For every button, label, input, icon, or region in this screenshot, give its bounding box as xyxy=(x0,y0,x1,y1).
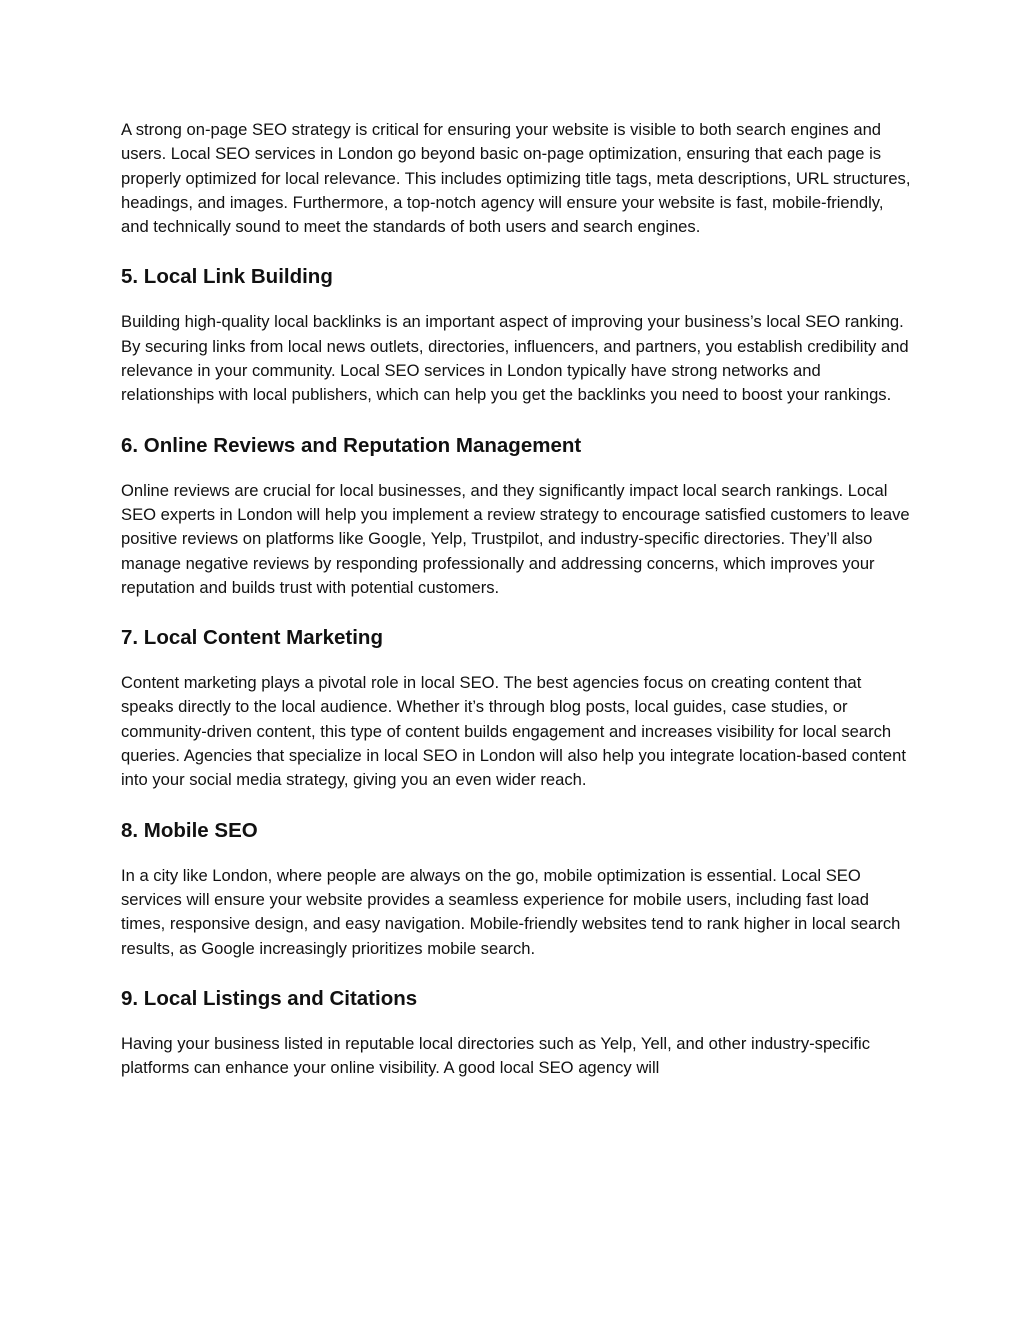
document-page xyxy=(121,118,911,1080)
section-body-online-reviews: Online reviews are crucial for local businesses, and they significantly impact local search rankings. Local SEO experts in London will help you implement a review strategy to encourage satisfied customers to leave positive reviews on platforms like Google, Yelp, Trustpilot, and industry-specific directories. They’ll also manage negative reviews by responding professionally and addressing concerns, which improves your reputation and builds trust with potential customers. xyxy=(121,480,910,597)
section-body-local-link-building: Building high-quality local backlinks is an important aspect of improving your business’s local SEO ranking. By securing links from local news outlets, directories, influencers, and partners, you establish credibility and relevance in your community. Local SEO services in London typically have strong networks and relationships with local publishers, which can help you get the backlinks you need to boost your rankings. xyxy=(121,312,909,405)
section-heading-mobile-seo: 8. Mobile SEO xyxy=(121,818,258,842)
intro-paragraph: A strong on-page SEO strategy is critical for ensuring your website is visible to both search engines and users. Local SEO services in London go beyond basic on-page optimization, ensuring that each page is properly optimized for local relevance. This includes optimizing title tags, meta descriptions, URL structures, headings, and images. Furthermore, a top-notch agency will ensure your website is fast, mobile-friendly, and technically sound to meet the standards of both users and search engines. xyxy=(121,120,911,237)
section-body-mobile-seo: In a city like London, where people are always on the go, mobile optimization is essential. Local SEO services will ensure your website provides a seamless experience for mobile users, including fast load times, responsive design, and easy navigation. Mobile-friendly websites tend to rank higher in local search results, as Google increasingly prioritizes mobile search. xyxy=(121,865,901,958)
section-heading-local-content-marketing: 7. Local Content Marketing xyxy=(121,626,383,650)
section-heading-online-reviews: 6. Online Reviews and Reputation Management xyxy=(121,433,582,457)
section-heading-local-link-building: 5. Local Link Building xyxy=(121,265,333,289)
section-body-local-listings: Having your business listed in reputable local directories such as Yelp, Yell, and other industry-specific platforms can enhance your online visibility. A good local SEO agency will xyxy=(121,1033,870,1078)
section-body-local-content-marketing: Content marketing plays a pivotal role in local SEO. The best agencies focus on creating content that speaks directly to the local audience. Whether it’s through blog posts, local guides, case studies, or community-driven content, this type of content builds engagement and increases visibility for local search queries. Agencies that specialize in local SEO in London will also help you integrate location-based content into your social media strategy, giving you an even wider reach. xyxy=(121,673,907,790)
section-heading-local-listings: 9. Local Listings and Citations xyxy=(121,986,418,1010)
